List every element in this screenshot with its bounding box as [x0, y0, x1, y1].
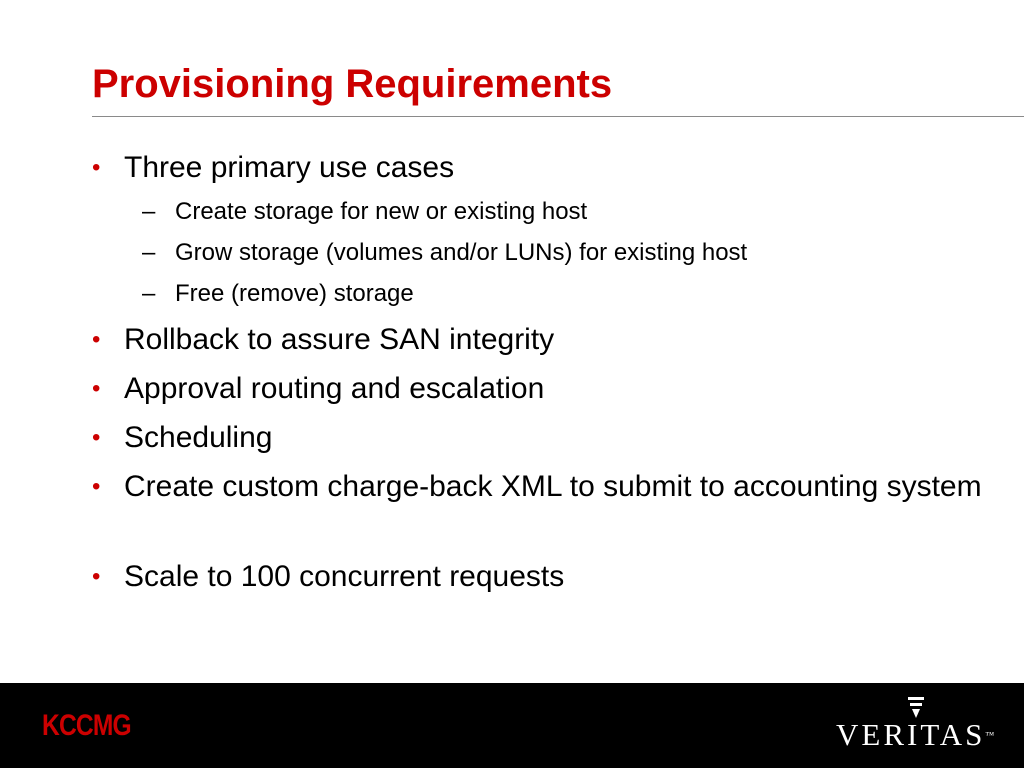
bullet-text: Three primary use cases [124, 151, 455, 184]
trademark-mark: ™ [985, 730, 995, 740]
logo-text: VERITAS [836, 717, 986, 752]
title-divider [92, 116, 1024, 117]
dash-icon: – [142, 239, 156, 266]
footer-brand: KCCMG [42, 709, 131, 742]
veritas-logo [836, 695, 996, 761]
sub-bullet-text: Grow storage (volumes and/or LUNs) for existing host [175, 239, 748, 266]
bullet-icon: • [92, 424, 101, 451]
bullet-text: Rollback to assure SAN integrity [124, 323, 555, 356]
bullet-icon: • [92, 154, 101, 181]
bullet-text: Approval routing and escalation [124, 372, 545, 405]
sub-bullet-text: Free (remove) storage [175, 280, 414, 307]
logo-wordmark [836, 717, 994, 753]
bullet-text: Scheduling [124, 421, 273, 454]
bullet-icon: • [92, 375, 101, 402]
bullet-icon: • [92, 563, 101, 590]
dash-icon: – [142, 280, 156, 307]
slide-title: Provisioning Requirements [92, 62, 613, 106]
sub-bullet-text: Create storage for new or existing host [175, 198, 588, 225]
footer-bar [0, 683, 1024, 768]
dash-icon: – [142, 198, 156, 225]
bullet-icon: • [92, 473, 101, 500]
bullet-text: Scale to 100 concurrent requests [124, 560, 565, 593]
bullet-icon: • [92, 326, 101, 353]
bullet-text: Create custom charge-back XML to submit to accounting system [124, 470, 982, 503]
veritas-logo-icon [906, 697, 926, 719]
